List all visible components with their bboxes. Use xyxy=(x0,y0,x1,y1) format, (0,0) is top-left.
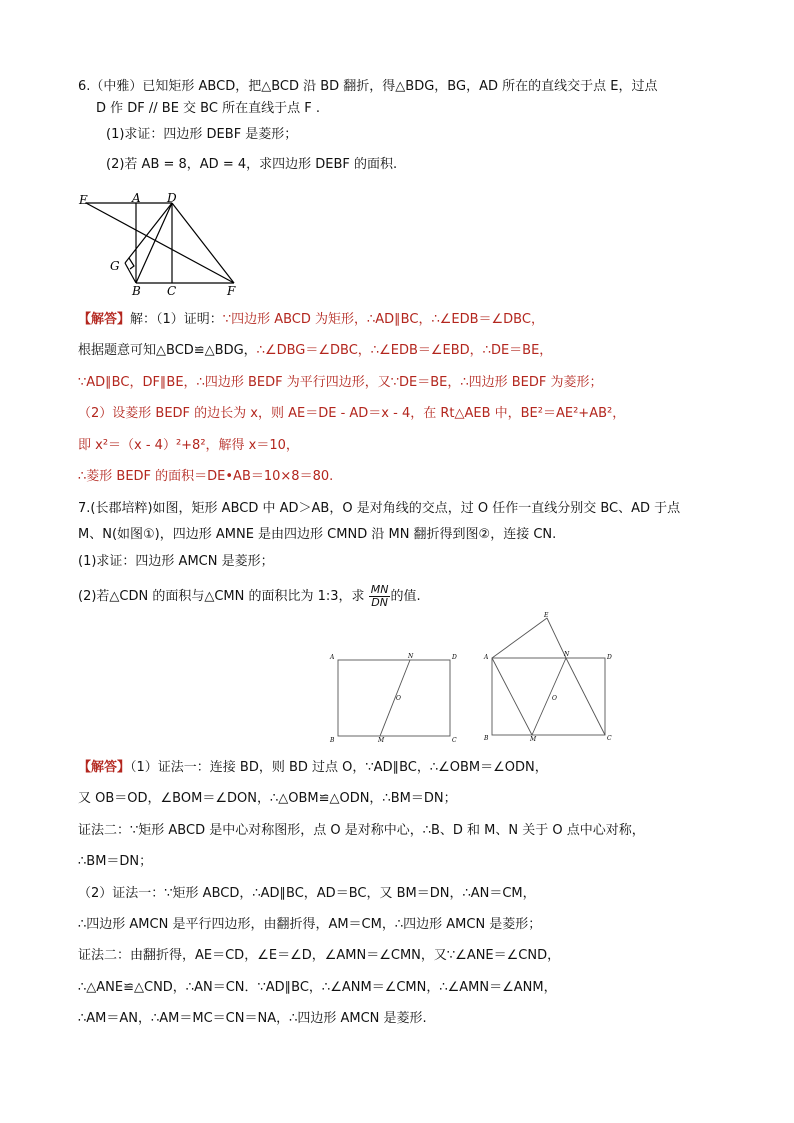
q7-figure-1 xyxy=(328,650,464,742)
label-N: N xyxy=(408,653,414,660)
q7-stem-line-2: M、N(如图①)，四边形 AMNE 是由四边形 CMND 沿 MN 翻折得到图②，连接 CN. xyxy=(78,527,557,542)
part-2-prefix: (2)若△CDN 的面积与△CMN 的面积比为 1:3，求 xyxy=(78,589,365,604)
q6-stem-line-2: D 作 DF // BE 交 BC 所在直线于点 F . xyxy=(96,101,320,116)
answer-tag: 【解答】 xyxy=(78,760,131,775)
answer-lead: 根据题意可知△BCD≌△BDG， xyxy=(78,343,257,358)
answer-text: ∵四边形 ABCD 为矩形，∴AD∥BC，∴∠EDB＝∠DBC， xyxy=(222,312,544,327)
label-D: D xyxy=(167,192,177,205)
label-E: E xyxy=(79,193,88,207)
answer-lead: 解：（1）证明： xyxy=(130,312,223,327)
q6-answer-line-5: 即 x²＝（x - 4）²+8²，解得 x＝10， xyxy=(78,438,299,453)
label-A: A xyxy=(330,654,335,661)
label-O: O xyxy=(552,695,557,702)
q7-answer-line-1 xyxy=(78,759,548,777)
label-D: D xyxy=(607,654,612,661)
q7-part-1: (1)求证：四边形 AMCN 是菱形； xyxy=(78,554,274,569)
q7-stem-line-1: 7.(长郡培粹)如图，矩形 ABCD 中 AD＞AB，O 是对角线的交点，过 O 任作一直线分别交 BC、AD 于点 xyxy=(78,501,681,516)
q6-stem-line-1: 6.（中雅）已知矩形 ABCD，把△BCD 沿 BD 翻折，得△BDG，BG，AD 所在的直线交于点 E，过点 xyxy=(78,79,658,94)
label-A: A xyxy=(132,192,141,205)
label-M: M xyxy=(378,737,385,742)
q7-figure-2 xyxy=(480,610,616,742)
label-O: O xyxy=(396,695,401,702)
q7-answer-line-9: ∴AM＝AN，∴AM＝MC＝CN＝NA，∴四边形 AMCN 是菱形. xyxy=(78,1011,427,1026)
label-N: N xyxy=(564,651,570,658)
q6-answer-line-3: ∵AD∥BC，DF∥BE，∴四边形 BEDF 为平行四边形，又∵DE＝BE，∴四边形 BEDF 为菱形； xyxy=(78,375,603,390)
part-2-suffix: 的值. xyxy=(390,589,421,604)
q7-answer-line-6: ∴四边形 AMCN 是平行四边形，由翻折得，AM＝CM，∴四边形 AMCN 是菱形； xyxy=(78,917,542,932)
label-M: M xyxy=(530,736,537,742)
label-C: C xyxy=(452,737,457,742)
q6-answer-line-1 xyxy=(78,311,544,329)
q6-answer-line-6: ∴菱形 BEDF 的面积＝DE•AB＝10×8＝80. xyxy=(78,469,334,484)
label-B: B xyxy=(132,284,141,298)
answer-tag: 【解答】 xyxy=(78,312,131,327)
fraction xyxy=(369,584,391,609)
q6-answer-line-2 xyxy=(78,342,552,360)
q6-part-2: (2)若 AB = 8，AD = 4，求四边形 DEBF 的面积. xyxy=(106,157,398,172)
q7-answer-line-2: 又 OB＝OD，∠BOM＝∠DON，∴△OBM≌△ODN，∴BM＝DN； xyxy=(78,791,457,806)
label-B: B xyxy=(330,737,335,742)
q6-answer-line-4: （2）设菱形 BEDF 的边长为 x，则 AE＝DE - AD＝x - 4，在 Rt△AEB 中，BE²＝AE²+AB²， xyxy=(78,406,626,421)
label-G: G xyxy=(110,259,120,273)
q7-answer-line-3: 证法二：∵矩形 ABCD 是中心对称图形，点 O 是对称中心，∴B、D 和 M、N 关于 O 点中心对称， xyxy=(78,823,645,838)
answer-text: （1）证法一：连接 BD，则 BD 过点 O，∵AD∥BC，∴∠OBM＝∠ODN， xyxy=(130,760,548,775)
q7-answer-line-7: 证法二：由翻折得，AE＝CD，∠E＝∠D，∠AMN＝∠CMN，又∵∠ANE＝∠CND， xyxy=(78,948,561,963)
q7-answer-line-5: （2）证法一：∵矩形 ABCD，∴AD∥BC，AD＝BC，又 BM＝DN，∴AN＝CM， xyxy=(78,886,536,901)
q7-part-2 xyxy=(78,584,421,609)
label-C: C xyxy=(607,735,612,742)
label-F: F xyxy=(227,284,236,298)
label-E: E xyxy=(544,612,549,619)
label-A: A xyxy=(484,654,489,661)
q6-part-1: (1)求证：四边形 DEBF 是菱形； xyxy=(106,127,298,142)
label-C: C xyxy=(167,284,177,298)
q6-figure xyxy=(74,192,244,298)
label-D: D xyxy=(452,654,457,661)
label-B: B xyxy=(484,735,489,742)
q7-answer-line-4: ∴BM＝DN； xyxy=(78,854,153,869)
q7-answer-line-8: ∴△ANE≌△CND，∴AN＝CN．∵AD∥BC，∴∠ANM＝∠CMN，∴∠AMN＝∠ANM， xyxy=(78,980,557,995)
fraction-numerator: MN xyxy=(370,583,389,596)
fraction-denominator: DN xyxy=(371,596,388,609)
answer-text: ∴∠DBG＝∠DBC，∴∠EDB＝∠EBD，∴DE＝BE， xyxy=(256,343,553,358)
